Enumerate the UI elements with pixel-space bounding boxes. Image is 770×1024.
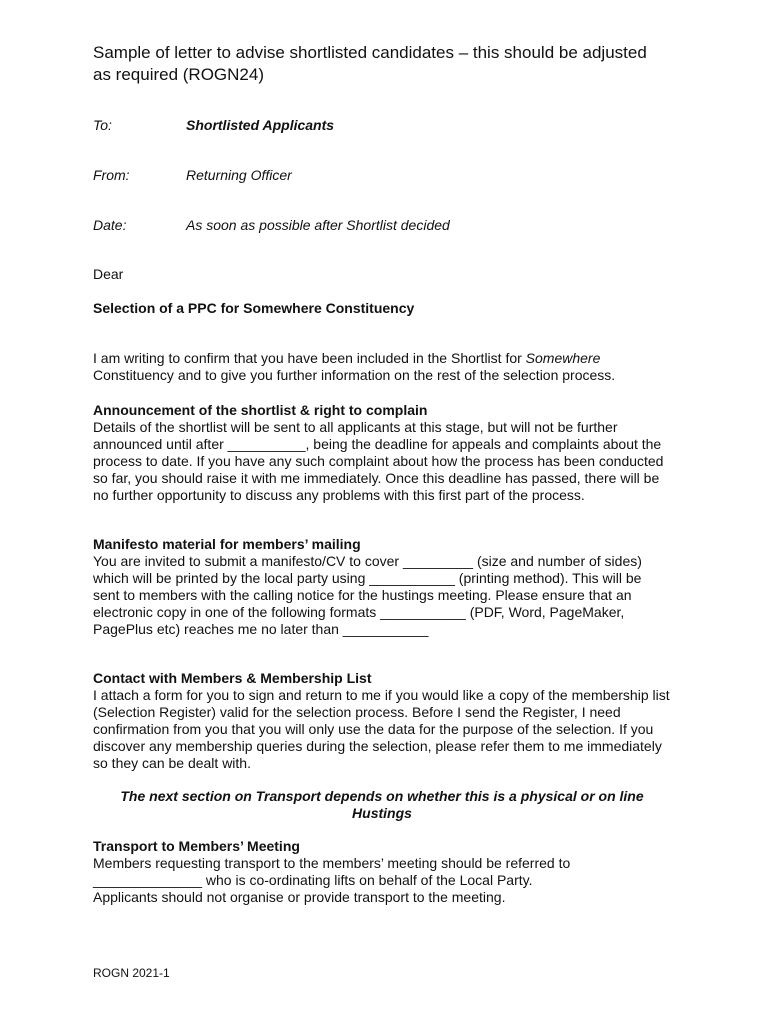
section-announcement — [93, 402, 671, 504]
section-membership — [93, 670, 671, 772]
footer-reference: ROGN 2021-1 — [93, 966, 170, 980]
section-body: You are invited to submit a manifesto/CV to cover _________ (size and number of sides) which will be printed by the local party using ___________ (printing method). This will be sent to members with the calling notice for the hustings meeting. Please ensure that an electronic copy in one of the following formats ___________ (PDF, Word, PageMaker, PagePlus etc) reaches me no later than ___________ — [93, 553, 642, 637]
document-title: Sample of letter to advise shortlisted candidates – this should be adjusted as required (ROGN24) — [93, 43, 647, 84]
section-transport — [93, 838, 671, 906]
to-value: Shortlisted Applicants — [186, 117, 335, 133]
salutation: Dear — [93, 266, 124, 282]
section-heading: Announcement of the shortlist & right to complain — [93, 402, 428, 418]
section-heading: Manifesto material for members’ mailing — [93, 536, 361, 552]
section-manifesto — [93, 536, 671, 638]
date-label: Date: — [93, 217, 127, 233]
intro-text-1: I am writing to confirm that you have been included in the Shortlist for — [93, 350, 526, 366]
section-heading: Transport to Members’ Meeting — [93, 838, 300, 854]
subject-line: Selection of a PPC for Somewhere Constituency — [93, 300, 415, 316]
intro-text-2: Constituency and to give you further information on the rest of the selection process. — [93, 367, 616, 383]
from-label: From: — [93, 167, 130, 183]
date-value: As soon as possible after Shortlist decided — [186, 217, 450, 233]
intro-italic: Somewhere — [525, 350, 601, 366]
intro-paragraph — [93, 350, 671, 384]
section-heading: Contact with Members & Membership List — [93, 670, 372, 686]
transport-line-1: Members requesting transport to the members’ meeting should be referred to — [93, 855, 571, 871]
section-body: I attach a form for you to sign and return to me if you would like a copy of the membership list (Selection Register) valid for the selection process. Before I send the Register, I need confirmation from you that you will only use the data for the purpose of the selection. If you discover any membership queries during the selection, please refer them to me immediately so they can be dealt with. — [93, 687, 670, 771]
transport-line-2: ______________ who is co-ordinating lifts on behalf of the Local Party. — [93, 872, 533, 888]
section-body: Details of the shortlist will be sent to all applicants at this stage, but will not be further announced until after __________, being the deadline for appeals and complaints about the process to date. If you have any such complaint about how the process has been conducted so far, you should raise it with me immediately. Once this deadline has passed, there will be no further opportunity to discuss any problems with this first part of the process. — [93, 419, 664, 503]
from-value: Returning Officer — [186, 167, 292, 183]
to-label: To: — [93, 117, 112, 133]
transport-line-3: Applicants should not organise or provide transport to the meeting. — [93, 889, 506, 905]
transport-note: The next section on Transport depends on whether this is a physical or on line Hustings — [120, 788, 644, 821]
letter-page — [93, 0, 683, 1024]
